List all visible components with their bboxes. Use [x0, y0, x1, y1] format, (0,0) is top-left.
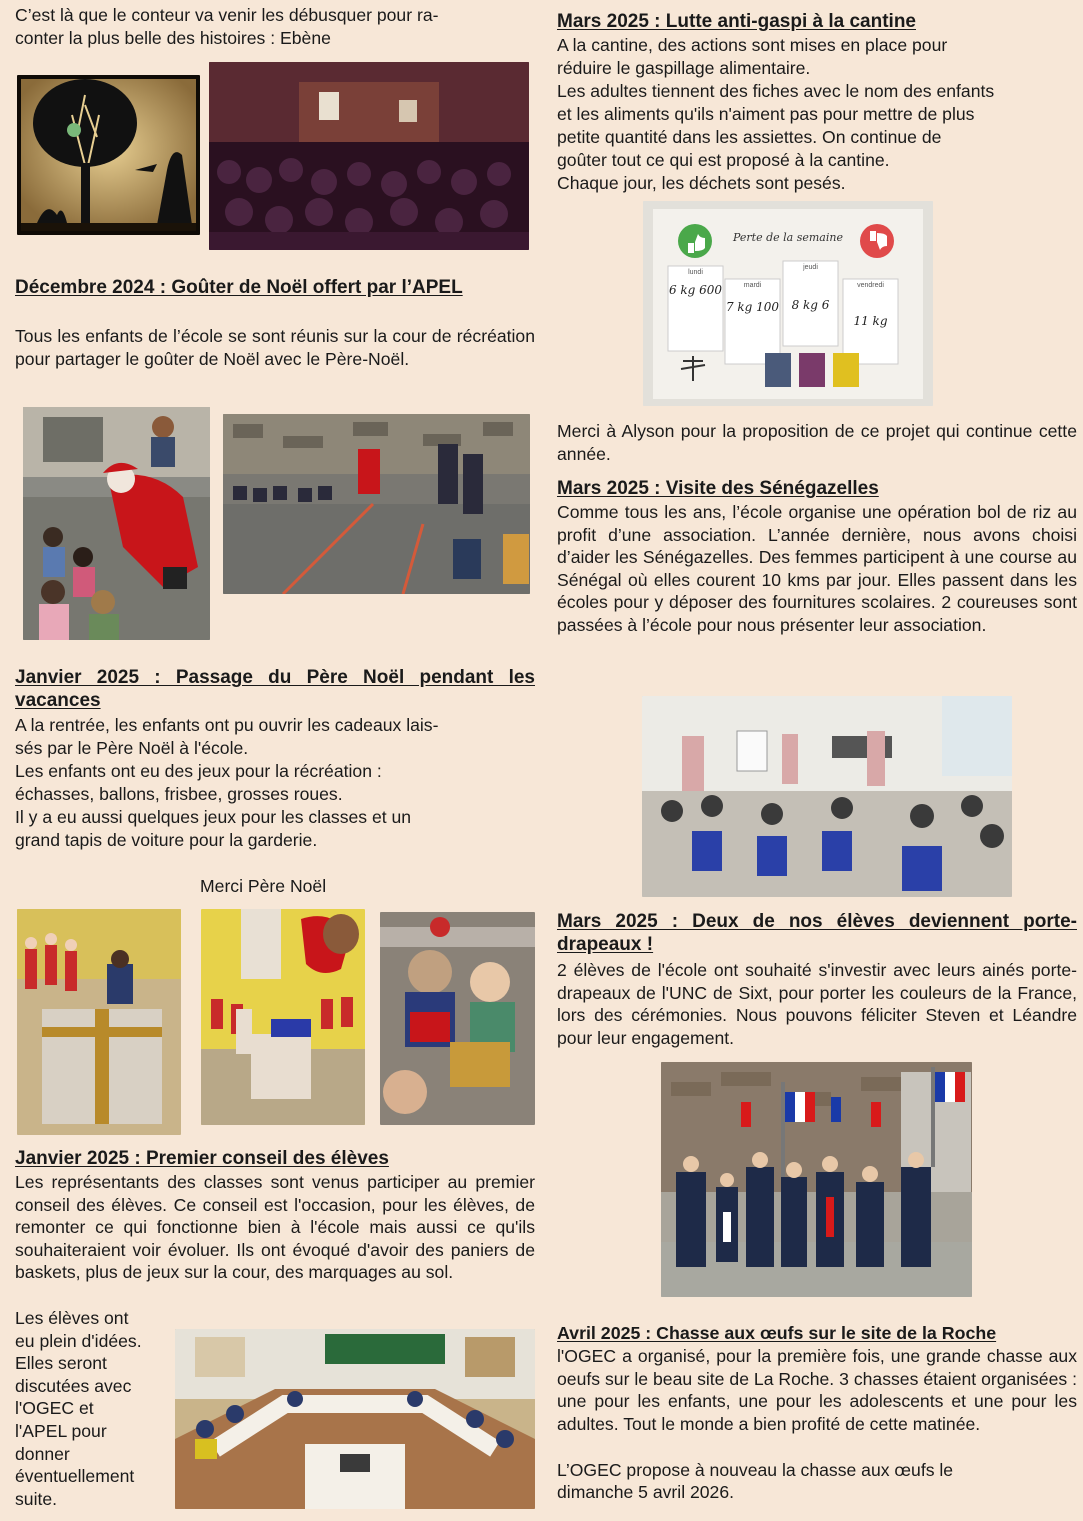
gaspi-thanks: Merci à Alyson pour la proposition de ce projet qui continue cette année.: [557, 421, 1077, 464]
board-day: vendredi: [857, 282, 884, 289]
gaspi-line-3: Les adultes tiennent des fiches avec le nom des enfants: [557, 81, 995, 101]
avril-heading: Avril 2025 : Chasse aux œufs sur le site de la Roche: [557, 1323, 997, 1343]
goûter-courtyard-photo: [223, 414, 530, 594]
thanks-santa-caption: Merci Père Noël: [200, 876, 327, 896]
avril-line-1: L’OGEC propose à nouveau la chasse aux œufs le: [557, 1460, 954, 1480]
jan1-heading: Janvier 2025 : Passage du Père Noël pendant les vacances: [15, 667, 535, 711]
shadow-theatre-photo: [17, 75, 200, 235]
gaspi-line-5: petite quantité dans les assiettes. On continue de: [557, 127, 942, 147]
jan2-side-line: suite.: [15, 1488, 58, 1509]
jan2-side-text: [15, 1307, 175, 1510]
jan2-side-line: eu plein d'idées.: [15, 1330, 142, 1351]
gaspi-line-1: A la cantine, des actions sont mises en place pour: [557, 35, 948, 55]
avril-line-2: dimanche 5 avril 2026.: [557, 1482, 735, 1502]
jan1-line-4: échasses, ballons, frisbee, grosses roues.: [15, 784, 343, 804]
senegazelles-visit-photo: [642, 696, 1012, 897]
jan2-side-line: l'APEL pour: [15, 1420, 107, 1441]
board-day: mardi: [743, 282, 762, 289]
santa-kneeling-photo: [23, 407, 210, 640]
jan1-line-1: A la rentrée, les enfants ont pu ouvrir les cadeaux lais-: [15, 715, 439, 735]
dec-body: Tous les enfants de l’école se sont réunis sur la cour de récréation pour partager le goûter de Noël avec le Père-Noël.: [15, 326, 535, 369]
avril-body: l'OGEC a organisé, pour la première fois, une grande chasse aux oeufs sur le beau site de La Roche. 3 chasses étaient organisées : une pour les enfants, une pour les adolescents et une pour les adultes. Tout le monde a bien profité de cette matinée.: [557, 1346, 1077, 1434]
drapeaux-body: 2 élèves de l'école ont souhaité s'investir avec leurs ainés porte-drapeaux de l'UNC de Sixt, pour porter les couleurs de la France, lors des cérémonies. Nous pouvons féliciter Steven et Léandre pour leur engagement.: [557, 960, 1077, 1048]
board-weight: 8 kg 6: [791, 298, 830, 312]
storytelling-audience-photo: [209, 62, 529, 250]
food-waste-board: [643, 201, 933, 406]
jan2-body: Les représentants des classes sont venus participer au premier conseil des élèves. Ce conseil est l'occasion, pour les élèves, de remonter ce qui fonctionne bien à l'école mais aussi ce qu'ils souhaiteraient voir évoluer. Ils ont évoqué d'avoir des paniers de baskets, plus de jeux sur la cour, des marquages au sol.: [15, 1172, 535, 1283]
jan1-line-5: Il y a eu aussi quelques jeux pour les classes et un: [15, 807, 412, 827]
jan2-side-line: discutées avec: [15, 1375, 132, 1396]
jan2-side-line: donner: [15, 1443, 70, 1464]
bins-icon: [765, 353, 859, 387]
thumbs-up-icon: [678, 224, 712, 258]
board-title: Perte de la semaine: [733, 231, 843, 244]
board-day: jeudi: [803, 264, 818, 271]
gaspi-line-4: et les aliments qu'ils n'aiment pas pour mettre de plus: [557, 104, 975, 124]
jan2-side-line: Les élèves ont: [15, 1308, 129, 1328]
jan2-side-line: éventuellement: [15, 1466, 135, 1487]
jan2-side-line: l'OGEC et: [15, 1398, 94, 1419]
board-weight: 7 kg 100: [725, 300, 780, 314]
dec-heading: Décembre 2024 : Goûter de Noël offert par l’APEL: [15, 277, 463, 298]
senega-heading: Mars 2025 : Visite des Sénégazelles: [557, 478, 879, 499]
intro-line-2: conter la plus belle des histoires : Ebène: [15, 28, 331, 48]
gaspi-heading: Mars 2025 : Lutte anti-gaspi à la cantine: [557, 11, 916, 32]
gaspi-line-2: réduire le gaspillage alimentaire.: [557, 58, 811, 78]
board-weight: 6 kg 600: [668, 283, 723, 297]
student-council-photo: [175, 1329, 535, 1509]
jan1-line-2: sés par le Père Noël à l'école.: [15, 738, 249, 758]
flag-bearers-photo: [661, 1062, 972, 1297]
senega-body: Comme tous les ans, l’école organise une opération bol de riz au profit d’une association. L’année dernière, nous avons choisi d’aider les Sénégazelles. Des femmes participent à une course au Sénégal où elles courent 10 kms par jour. Elles passent dans les écoles pour y déposer des fournitures scolaires. 2 coureuses sont passées à l’école pour nous présenter leur association.: [557, 502, 1077, 635]
gift-box-photo-1: [17, 909, 181, 1135]
drapeaux-heading: Mars 2025 : Deux de nos élèves deviennent porte-drapeaux !: [557, 911, 1077, 955]
board-weight: 11 kg: [853, 314, 888, 328]
gaspi-line-7: Chaque jour, les déchets sont pesés.: [557, 173, 846, 193]
gaspi-line-6: goûter tout ce qui est proposé à la cantine.: [557, 150, 890, 170]
unwrapping-gifts-photo: [380, 912, 535, 1125]
board-day: lundi: [688, 269, 703, 276]
jan2-side-line: Elles seront: [15, 1353, 107, 1374]
jan1-line-3: Les enfants ont eu des jeux pour la récréation :: [15, 761, 382, 781]
intro-line-1: C’est là que le conteur va venir les débusquer pour ra-: [15, 5, 439, 25]
jan1-line-6: grand tapis de voiture pour la garderie.: [15, 830, 318, 850]
jan2-heading: Janvier 2025 : Premier conseil des élèves: [15, 1148, 389, 1169]
gift-box-photo-2: [201, 909, 365, 1125]
